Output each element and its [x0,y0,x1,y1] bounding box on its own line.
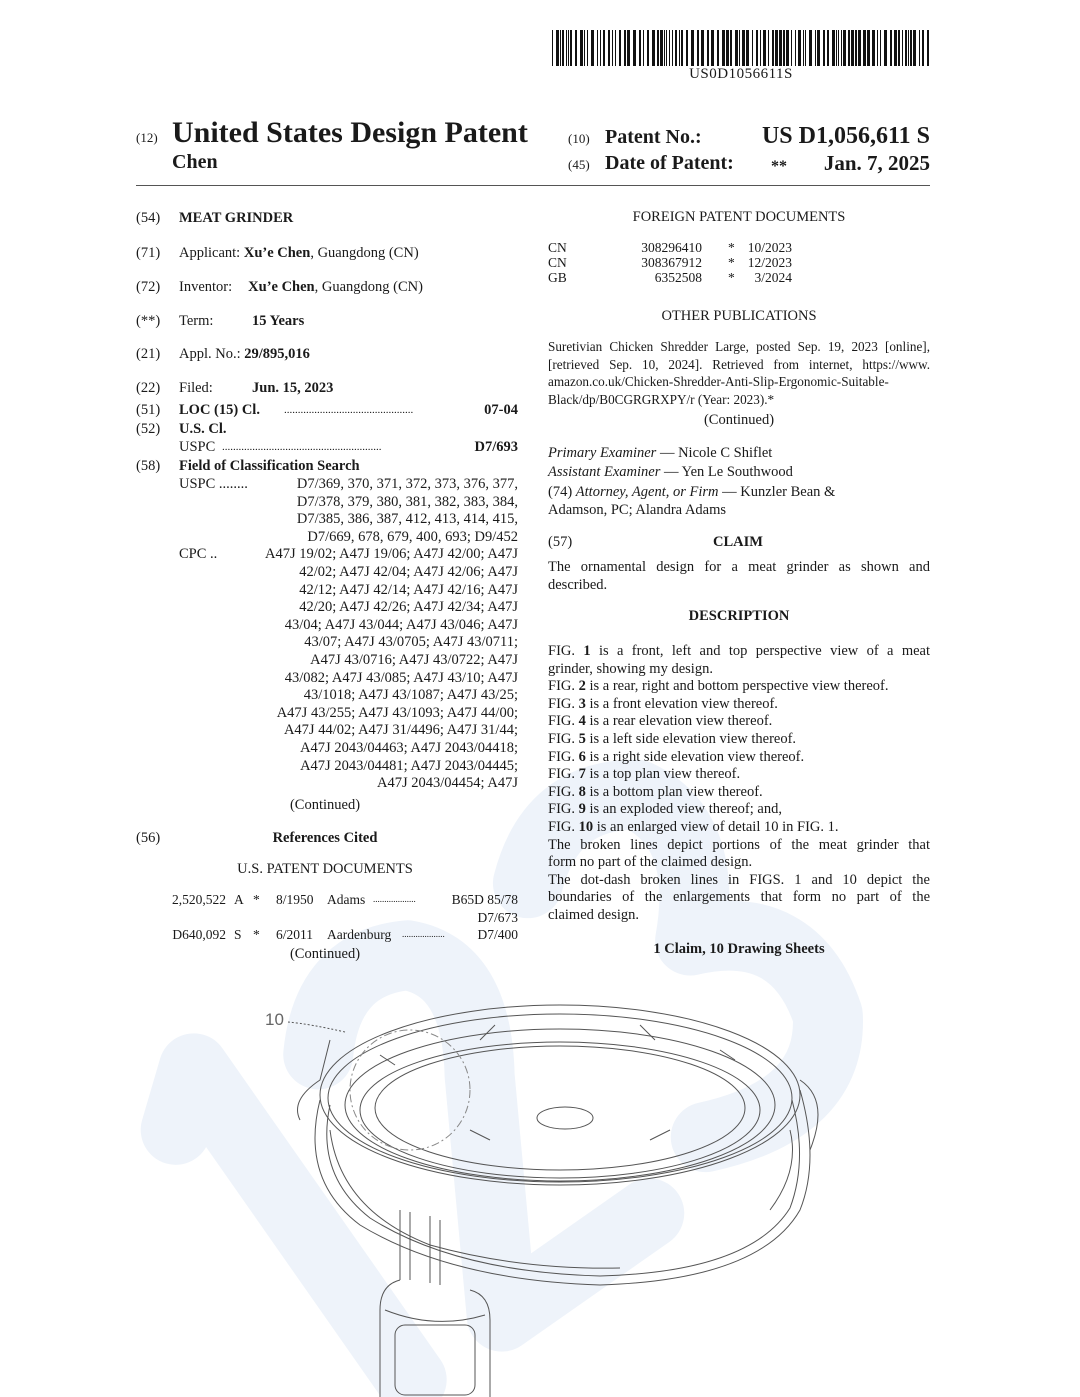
barcode-bar [730,30,732,66]
barcode-bar [775,30,778,66]
claim-text: The ornamental design for a meat grinder as shown and [548,559,930,575]
barcode-bar [815,30,816,66]
barcode-bar [707,30,709,66]
description-line [548,907,930,925]
description-text: form no part of the claimed design. [548,854,753,871]
barcode-bar [908,30,909,66]
barcode-bar [752,30,753,66]
barcode-bar [880,30,881,66]
classification-line: 42/20; A47J 42/26; A47J 42/34; A47J [299,599,518,616]
barcode-bar [827,30,829,66]
barcode-bar [672,30,673,66]
description-line [548,749,930,767]
figure-number: 10 [578,818,594,835]
reference-row: 2,520,522 A * 8/1950 Adams ................... B65D 85/78 [172,892,518,907]
inid-code: (52) [136,421,161,437]
description-line [548,837,930,855]
barcode-bar [863,30,866,66]
description-text: FIG. [548,766,579,783]
barcode-bar [681,30,683,66]
barcode-bar [615,30,616,66]
figure-number: 2 [578,678,586,695]
date-marker: ** [771,158,787,175]
header-divider [136,185,930,186]
classification-line: A47J 43/255; A47J 43/1093; A47J 44/00; [276,704,518,721]
description-text: is a front elevation view thereof. [585,695,778,712]
foreign-cc: CN [548,240,567,255]
figure-number: 3 [578,695,586,712]
loc-label: LOC (15) Cl. [179,402,260,418]
description-line [548,643,930,661]
barcode-bar [858,30,861,66]
barcode-bar [851,30,854,66]
leader-dots: .......................................................... [222,441,382,453]
barcode-bar [922,30,924,66]
barcode-bar [779,30,782,66]
barcode-bar [666,30,667,66]
figure-number: 8 [578,783,586,800]
barcode-bar [619,30,621,66]
claims-sheets-summary: 1 Claim, 10 Drawing Sheets [653,941,825,957]
barcode [552,30,930,66]
foreign-date: 10/2023 [747,240,792,255]
continued-note: (Continued) [703,412,775,428]
barcode-bar [877,30,878,66]
figure-number: 9 [578,801,586,818]
description-line [548,889,930,907]
barcode-bar [566,30,567,66]
description-text: The dot-dash broken lines in FIGS. 1 and 10 depict the [548,871,930,888]
foreign-star: * [728,240,735,255]
date-label: Date of Patent: [605,152,734,174]
barcode-bar [910,30,912,66]
barcode-bar [898,30,900,66]
barcode-bar [711,30,714,66]
continued-note: (Continued) [289,797,361,813]
other-publications [548,338,930,408]
description-line [548,696,930,714]
barcode-bar [746,30,749,66]
description-text: is a rear elevation view thereof. [585,713,773,730]
description-text: FIG. [548,801,579,818]
barcode-bar [927,30,929,66]
references-heading: References Cited [272,830,378,846]
barcode-bar [772,30,774,66]
barcode-bar [884,30,887,66]
inid-code: (21) [136,346,161,362]
barcode-bar [848,30,850,66]
description-line [548,766,930,784]
filed-date: Jun. 15, 2023 [252,380,334,396]
description-text: is a right side elevation view thereof. [585,748,805,765]
barcode-bar [591,30,594,66]
classification-line: D7/369, 370, 371, 372, 373, 376, 377, [296,476,518,492]
barcode-bar [652,30,655,66]
barcode-bar [739,30,740,66]
barcode-bar [552,30,553,66]
inid-code: (51) [136,402,161,418]
barcode-bar [841,30,842,66]
description-text [548,643,930,925]
classification-line: 43/1018; A47J 43/1087; A47J 43/25; [303,687,518,704]
reference-class: D7/673 [477,909,518,925]
barcode-bar [717,30,719,66]
barcode-bar [919,30,920,66]
continued-note: (Continued) [289,946,361,962]
barcode-bar [570,30,572,66]
foreign-star: * [728,270,735,285]
barcode-bar [786,30,789,66]
inid-code: (72) [136,279,161,295]
foreign-reference-row [548,240,808,255]
barcode-bar [587,30,588,66]
term-label: Term: [179,313,214,329]
barcode-bar [817,30,820,66]
description-text: boundaries of the enlargements that form no part of the [548,889,930,906]
barcode-bar [568,30,569,66]
barcode-bar [902,30,903,66]
barcode-bar [805,30,806,66]
classification-line: A47J 2043/04463; A47J 2043/04418; [300,739,518,756]
barcode-number: US0D1056611S [689,66,793,82]
barcode-bar [612,30,613,66]
figure-number: 4 [578,713,586,730]
filed-label: Filed: [179,380,213,396]
barcode-bar [791,30,792,66]
description-line [548,819,930,837]
uspc-label: USPC [179,439,216,455]
barcode-bar [560,30,561,66]
code-45: (45) [568,157,590,172]
classification-line: D7/378, 379, 380, 381, 382, 383, 384, [296,493,518,510]
us-patent-docs-heading: U.S. PATENT DOCUMENTS [237,861,413,877]
barcode-bar [768,30,769,66]
barcode-bar [722,30,725,66]
leader-dots: ............................................... [284,404,414,416]
barcode-bar [686,30,688,66]
barcode-bar [809,30,812,66]
reference-row: D640,092 S * 6/2011 Aardenburg ................... D7/400 [172,927,518,943]
figure-number: 1 [583,643,591,659]
classification-line: A47J 43/0716; A47J 43/0722; A47J [310,651,518,668]
barcode-bar [691,30,694,66]
classification-line: 43/04; A47J 43/044; A47J 43/046; A47J [284,616,518,633]
assistant-examiner: Assistant Examiner — Yen Le Southwood [548,464,793,480]
classification-line: D7/669, 678, 679, 400, 693; D9/452 [307,528,518,545]
description-text: claimed design. [548,906,640,923]
barcode-bar [679,30,680,66]
foreign-references [548,240,808,285]
detail-reference-label: 10 [265,1010,284,1029]
description-line [548,872,930,890]
barcode-bar [867,30,870,66]
barcode-bar [675,30,677,66]
barcode-bar [608,30,610,66]
uspc-label: USPC ........ [179,476,248,492]
barcode-bar [600,30,601,66]
barcode-bar [664,30,665,66]
barcode-bar [836,30,837,66]
classification-line: A47J 44/02; A47J 31/4496; A47J 31/44; [283,722,518,739]
description-text: is a front, left and top perspective view of a meat [590,643,930,659]
barcode-bar [843,30,846,66]
barcode-bar [584,30,585,66]
classification-line: 43/07; A47J 43/0705; A47J 43/0711; [304,634,518,651]
barcode-bar [795,30,796,66]
attorney: (74) Attorney, Agent, or Firm — Kunzler Bean & [548,484,836,500]
patent-no-label: Patent No.: [605,126,702,148]
attorney-continued: Adamson, PC; Alandra Adams [548,502,727,518]
foreign-cc: GB [548,270,567,285]
patent-date: Jan. 7, 2025 [823,151,930,175]
cpc-label: CPC .. [179,546,218,562]
foreign-cc: CN [548,255,567,270]
other-publications-heading: OTHER PUBLICATIONS [661,308,817,324]
inid-code: (58) [136,458,161,474]
foreign-no: 308367912 [641,255,702,270]
description-heading: DESCRIPTION [688,608,790,624]
foreign-reference-row [548,270,808,285]
barcode-bar [597,30,598,66]
description-line [548,731,930,749]
barcode-bar [798,30,801,66]
code-10: (10) [568,131,590,146]
barcode-bar [639,30,641,66]
barcode-bar [890,30,892,66]
patent-number: US D1,056,611 S [761,123,930,149]
publication-line: Black/dp/B0CGRGRXPY/r (Year: 2023).* [548,391,775,407]
foreign-docs-heading: FOREIGN PATENT DOCUMENTS [632,209,846,225]
foreign-reference-row [548,255,808,270]
claim-text: described. [548,577,608,593]
code-12: (12) [136,130,158,145]
barcode-bar [855,30,857,66]
classification-list [226,476,518,793]
barcode-bar [726,30,729,66]
description-text: is a bottom plan view thereof. [585,783,763,800]
inid-code: (71) [136,245,161,261]
description-text: grinder, showing my design. [548,660,713,677]
description-text: is a rear, right and bottom perspective view thereof. [585,678,889,695]
barcode-bar [669,30,670,66]
description-text: FIG. [548,678,579,695]
barcode-bar [556,30,559,66]
figure-number: 7 [578,766,586,783]
barcode-bar [913,30,916,66]
publication-line: [retrieved Sep. 10, 2024]. Retrieved from internet, https://www. [548,356,930,372]
barcode-bar [643,30,644,66]
barcode-bar [701,30,704,66]
applicant: Applicant: Xu’e Chen, Guangdong (CN) [179,245,419,261]
description-text: FIG. [548,713,579,730]
barcode-bar [603,30,605,66]
classification-line: A47J 19/02; A47J 19/06; A47J 42/00; A47J [265,546,518,563]
barcode-bar [660,30,663,66]
barcode-bar [783,30,785,66]
barcode-bar [894,30,897,66]
barcode-bar [624,30,626,66]
description-line [548,784,930,802]
figure-number: 6 [578,748,586,765]
barcode-bar [832,30,835,66]
barcode-bar [580,30,583,66]
barcode-bar [742,30,745,66]
barcode-bar [823,30,825,66]
primary-examiner: Primary Examiner — Nicole C Shiflet [548,445,773,461]
description-line [548,661,930,679]
description-text: FIG. [548,643,584,659]
inid-code: (57) [548,534,573,550]
us-cl-label: U.S. Cl. [179,421,227,437]
inid-code: (54) [136,210,161,226]
inventor: Inventor: Xu’e Chen, Guangdong (CN) [179,279,423,295]
description-text: FIG. [548,748,579,765]
inventor-surname: Chen [172,151,218,173]
barcode-bar [657,30,659,66]
barcode-bar [647,30,649,66]
barcode-bar [872,30,875,66]
foreign-no: 308296410 [641,240,702,255]
barcode-bar [763,30,766,66]
figure-number: 5 [578,730,586,747]
description-line [548,801,930,819]
barcode-bar [735,30,738,66]
classification-line: 42/02; A47J 42/04; A47J 42/06; A47J [299,563,518,580]
classification-line: A47J 2043/04454; A47J [377,775,518,792]
barcode-bar [760,30,761,66]
barcode-bar [575,30,577,66]
description-text: FIG. [548,818,579,835]
description-text: FIG. [548,730,579,747]
description-text: is a top plan view thereof. [585,766,741,783]
description-text: The broken lines depict portions of the meat grinder that [548,836,930,853]
inid-code: (**) [136,313,161,329]
meat-grinder-drawing [0,980,1080,1397]
barcode-bar [905,30,907,66]
barcode-bar [562,30,564,66]
application-number: Appl. No.: 29/895,016 [179,346,310,362]
barcode-bar [697,30,699,66]
description-line [548,713,930,731]
us-references [160,891,518,944]
classification-line: 42/12; A47J 42/14; A47J 42/16; A47J [299,581,518,598]
field-of-search-label: Field of Classification Search [179,458,360,474]
us-cl-value: D7/693 [474,439,518,455]
description-text: FIG. [548,695,579,712]
loc-value: 07-04 [484,402,518,418]
description-text: is an exploded view thereof; and, [585,801,782,818]
barcode-bar [803,30,804,66]
description-line [548,854,930,872]
barcode-bar [627,30,630,66]
design-title: MEAT GRINDER [179,210,294,226]
classification-line: D7/385, 386, 387, 412, 413, 414, 415, [296,511,518,528]
inid-code: (22) [136,380,161,396]
description-text: is an enlarged view of detail 10 in FIG. 1. [593,818,839,835]
document-type: United States Design Patent [172,116,528,149]
term-value: 15 Years [252,313,305,329]
foreign-star: * [728,255,735,270]
foreign-date: 3/2024 [754,270,792,285]
foreign-no: 6352508 [654,270,702,285]
claim-heading: CLAIM [713,534,763,550]
classification-line: A47J 2043/04481; A47J 2043/04445; [300,757,518,774]
barcode-bar [838,30,839,66]
classification-line: 43/082; A47J 43/085; A47J 43/10; A47J [284,669,518,686]
description-line [548,678,930,696]
publication-line: amazon.co.uk/Chicken-Shredder-Anti-Slip-Ergonomic-Suitable- [548,374,889,390]
barcode-bar [756,30,758,66]
description-text: FIG. [548,783,579,800]
barcode-bar [633,30,636,66]
publication-line: Suretivian Chicken Shredder Large, posted Sep. 19, 2023 [online], [548,339,930,354]
foreign-date: 12/2023 [747,255,792,270]
description-text: is a left side elevation view thereof. [585,730,797,747]
inid-code: (56) [136,830,161,846]
